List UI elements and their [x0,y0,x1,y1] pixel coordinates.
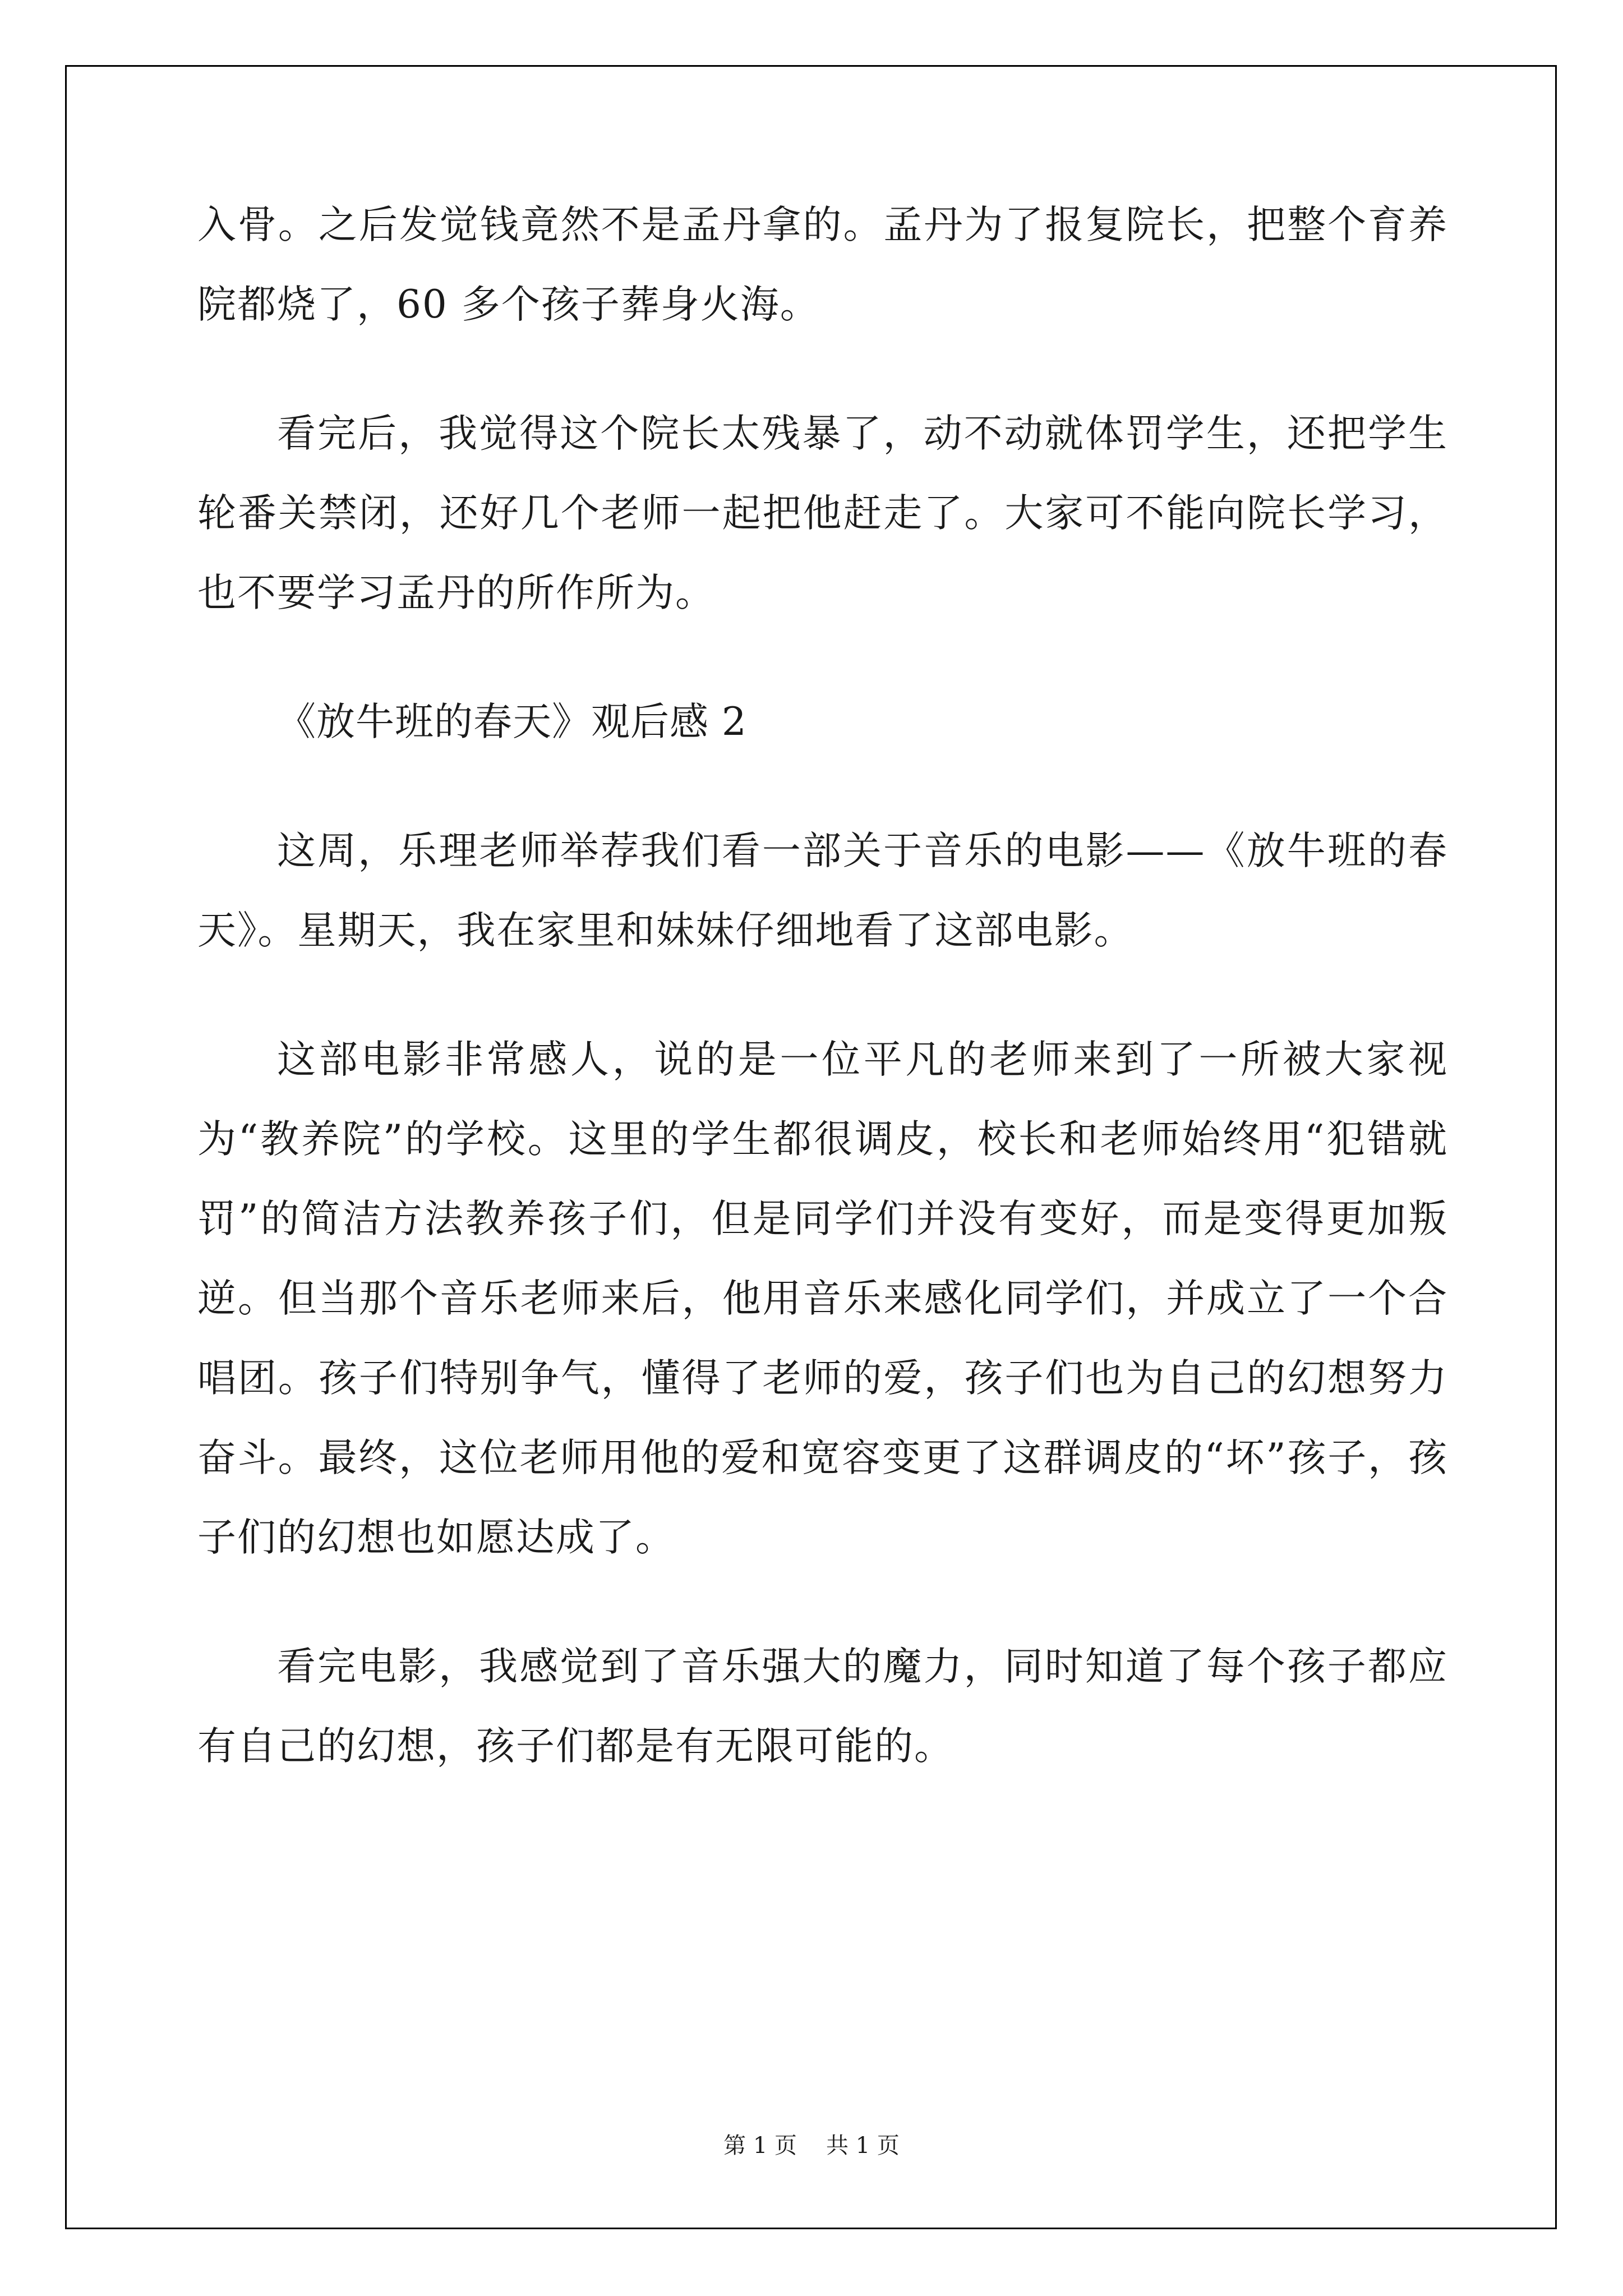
page-number: 第 1 页 [723,2133,797,2159]
paragraph-continuation: 入骨。之后发觉钱竟然不是孟丹拿的。孟丹为了报复院长，把整个育养院都烧了，60 多个孩子葬身火海。 [197,203,1448,327]
page-total: 共 1 页 [826,2133,900,2159]
paragraph: 看完后，我觉得这个院长太残暴了，动不动就体罚学生，还把学生轮番关禁闭，还好几个老师一起把他赶走了。大家可不能向院长学习，也不要学习孟丹的所作所为。 [197,411,1448,615]
essay-heading: 《放牛班的春天》观后感 2 [277,700,747,744]
paragraph: 这部电影非常感人，说的是一位平凡的老师来到了一所被大家视为“教养院”的学校。这里的学生都很调皮，校长和老师始终用“犯错就罚”的简洁方法教养孩子们，但是同学们并没有变好，而是变得更加叛逆。但当那个音乐老师来后，他用音乐来感化同学们，并成立了一个合唱团。孩子们特别争气，懂得了老师的爱，孩子们也为自己的幻想努力奋斗。最终，这位老师用他的爱和宽容变更了这群调皮的“坏”孩子，孩子们的幻想也如愿达成了。 [197,1037,1448,1560]
paragraph: 这周，乐理老师举荐我们看一部关于音乐的电影——《放牛班的春天》。星期天，我在家里和妹妹仔细地看了这部电影。 [197,829,1448,953]
page-footer [0,2128,1623,2160]
document-body [197,185,1448,1835]
paragraph: 看完电影，我感觉到了音乐强大的魔力，同时知道了每个孩子都应有自己的幻想，孩子们都是有无限可能的。 [197,1644,1448,1769]
